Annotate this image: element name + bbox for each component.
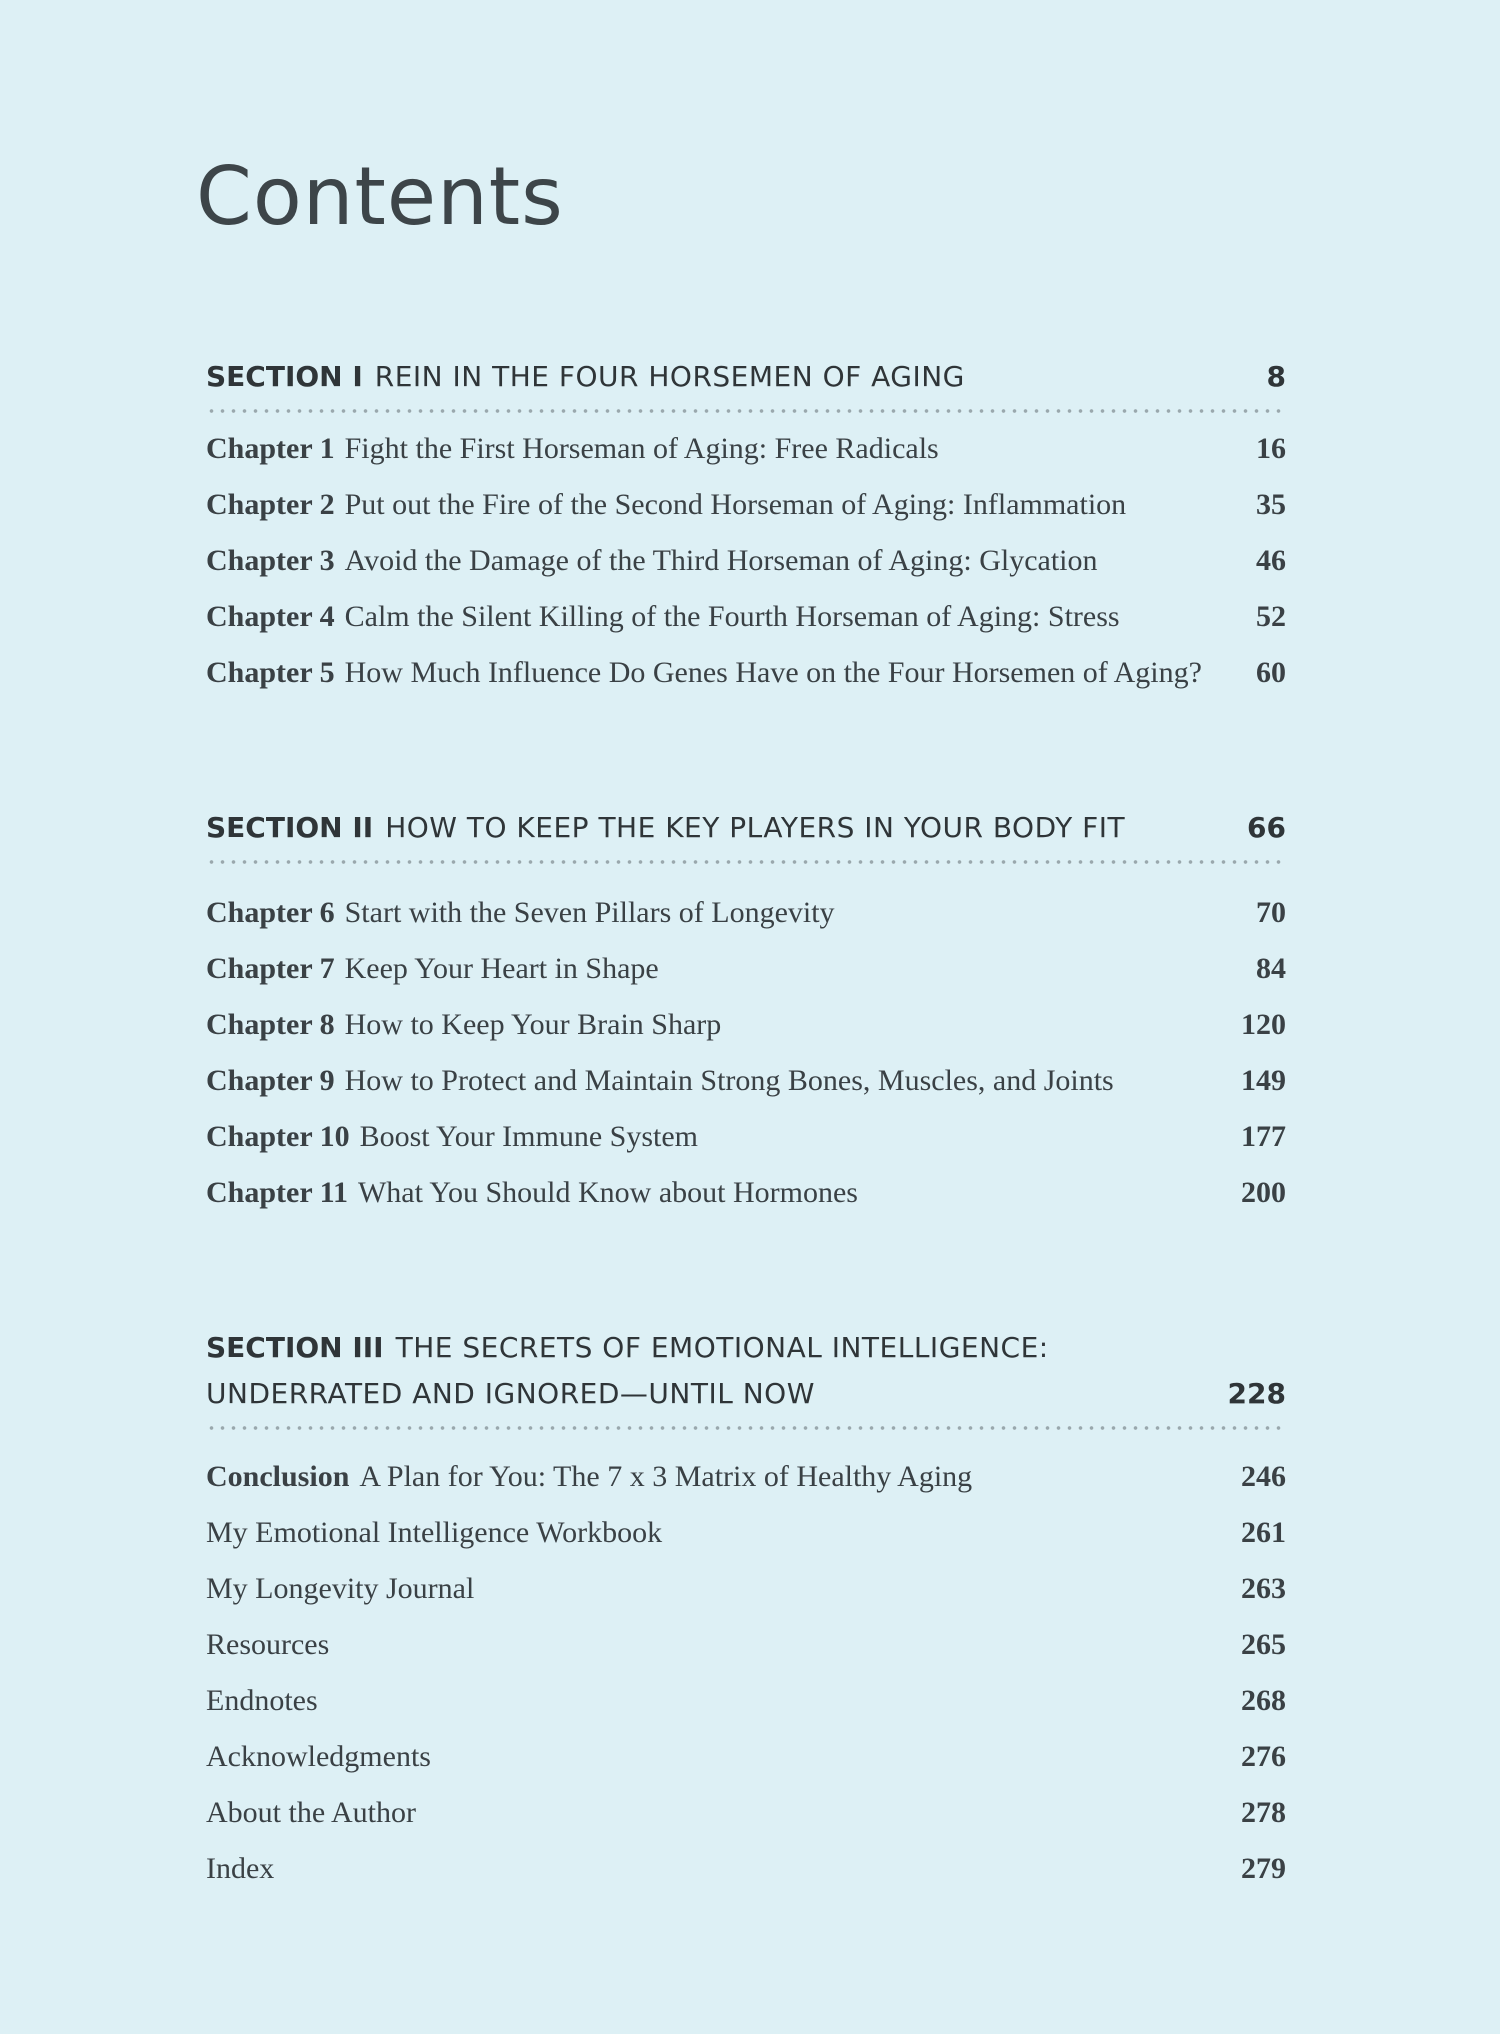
page-number: 276 <box>1241 1740 1286 1773</box>
toc-entry[interactable] <box>206 488 1286 544</box>
toc-entry[interactable] <box>206 952 1286 1008</box>
toc-entry[interactable] <box>206 1120 1286 1176</box>
toc-entry[interactable] <box>206 1516 1286 1572</box>
chapter-label: Chapter 2 <box>206 488 335 521</box>
dotted-rule <box>206 408 1286 414</box>
entry-title: Endnotes <box>206 1684 318 1717</box>
chapter-title: Calm the Silent Killing of the Fourth Horseman of Aging: Stress <box>344 600 1120 633</box>
page-number: 246 <box>1241 1460 1286 1493</box>
entry-title: Index <box>206 1852 275 1885</box>
page-number: 278 <box>1241 1796 1286 1829</box>
page-number: 84 <box>1256 952 1286 985</box>
page-number: 268 <box>1241 1684 1286 1717</box>
toc-entry[interactable] <box>206 432 1286 488</box>
section-3-entries <box>206 1460 1286 1908</box>
toc-entry[interactable] <box>206 1572 1286 1628</box>
section-label: SECTION III <box>206 1331 384 1364</box>
toc-entry[interactable] <box>206 1684 1286 1740</box>
chapter-label: Chapter 7 <box>206 952 335 985</box>
section-2-header <box>206 805 1286 865</box>
section-page-number: 8 <box>1266 360 1286 393</box>
chapter-label: Chapter 8 <box>206 1008 335 1041</box>
chapter-label: Chapter 9 <box>206 1064 335 1097</box>
section-1-header <box>206 354 1286 414</box>
section-label: SECTION II <box>206 811 374 844</box>
toc-entry[interactable] <box>206 600 1286 656</box>
section-title-line-2: UNDERRATED AND IGNORED—UNTIL NOW <box>206 1377 815 1410</box>
entry-title: About the Author <box>206 1796 416 1829</box>
dotted-rule <box>206 859 1286 865</box>
page-number: 263 <box>1241 1572 1286 1605</box>
chapter-label: Chapter 1 <box>206 432 335 465</box>
toc-entry[interactable] <box>206 1740 1286 1796</box>
toc-entry[interactable] <box>206 544 1286 600</box>
page-number: 16 <box>1256 432 1286 465</box>
chapter-title: What You Should Know about Hormones <box>357 1176 858 1209</box>
chapter-label: Chapter 10 <box>206 1120 350 1153</box>
page-number: 265 <box>1241 1628 1286 1661</box>
chapter-label: Chapter 5 <box>206 656 335 689</box>
page-number: 46 <box>1256 544 1286 577</box>
toc-entry[interactable] <box>206 656 1286 712</box>
chapter-label: Conclusion <box>206 1460 350 1493</box>
chapter-label: Chapter 3 <box>206 544 335 577</box>
section-title: HOW TO KEEP THE KEY PLAYERS IN YOUR BODY FIT <box>385 811 1126 844</box>
page-number: 60 <box>1256 656 1286 689</box>
page-number: 52 <box>1256 600 1286 633</box>
chapter-title: How Much Influence Do Genes Have on the Four Horsemen of Aging? <box>344 656 1202 689</box>
chapter-title: Keep Your Heart in Shape <box>344 952 659 985</box>
page-number: 200 <box>1241 1176 1286 1209</box>
page-title: Contents <box>196 150 564 243</box>
entry-title: Acknowledgments <box>206 1740 431 1773</box>
toc-entry[interactable] <box>206 1064 1286 1120</box>
chapter-title: How to Protect and Maintain Strong Bones, Muscles, and Joints <box>344 1064 1114 1097</box>
page-number: 120 <box>1241 1008 1286 1041</box>
toc-entry[interactable] <box>206 1852 1286 1908</box>
chapter-title: Fight the First Horseman of Aging: Free Radicals <box>344 432 939 465</box>
page-number: 261 <box>1241 1516 1286 1549</box>
section-2-entries <box>206 896 1286 1232</box>
section-title: REIN IN THE FOUR HORSEMEN OF AGING <box>374 360 965 393</box>
toc-entry[interactable] <box>206 1176 1286 1232</box>
chapter-title: Avoid the Damage of the Third Horseman of Aging: Glycation <box>344 544 1098 577</box>
chapter-title: Put out the Fire of the Second Horseman of Aging: Inflammation <box>344 488 1127 521</box>
section-title: THE SECRETS OF EMOTIONAL INTELLIGENCE: <box>395 1331 1049 1364</box>
page-number: 177 <box>1241 1120 1286 1153</box>
toc-entry[interactable] <box>206 1008 1286 1064</box>
page-number: 279 <box>1241 1852 1286 1885</box>
dotted-rule <box>206 1425 1286 1431</box>
chapter-title: How to Keep Your Brain Sharp <box>344 1008 722 1041</box>
entry-title: My Emotional Intelligence Workbook <box>206 1516 663 1549</box>
toc-entry[interactable] <box>206 1460 1286 1516</box>
chapter-label: Chapter 6 <box>206 896 335 929</box>
chapter-title: Start with the Seven Pillars of Longevity <box>344 896 835 929</box>
section-page-number: 228 <box>1227 1377 1286 1410</box>
section-label: SECTION I <box>206 360 363 393</box>
chapter-label: Chapter 4 <box>206 600 335 633</box>
chapter-label: Chapter 11 <box>206 1176 348 1209</box>
page-number: 35 <box>1256 488 1286 521</box>
entry-title: Resources <box>206 1628 330 1661</box>
page-number: 70 <box>1256 896 1286 929</box>
section-page-number: 66 <box>1247 811 1286 844</box>
toc-entry[interactable] <box>206 1796 1286 1852</box>
chapter-title: A Plan for You: The 7 x 3 Matrix of Healthy Aging <box>359 1460 973 1493</box>
section-1-entries <box>206 432 1286 712</box>
page-number: 149 <box>1241 1064 1286 1097</box>
toc-entry[interactable] <box>206 1628 1286 1684</box>
section-3-header <box>206 1325 1286 1431</box>
entry-title: My Longevity Journal <box>206 1572 475 1605</box>
chapter-title: Boost Your Immune System <box>359 1120 699 1153</box>
toc-entry[interactable] <box>206 896 1286 952</box>
